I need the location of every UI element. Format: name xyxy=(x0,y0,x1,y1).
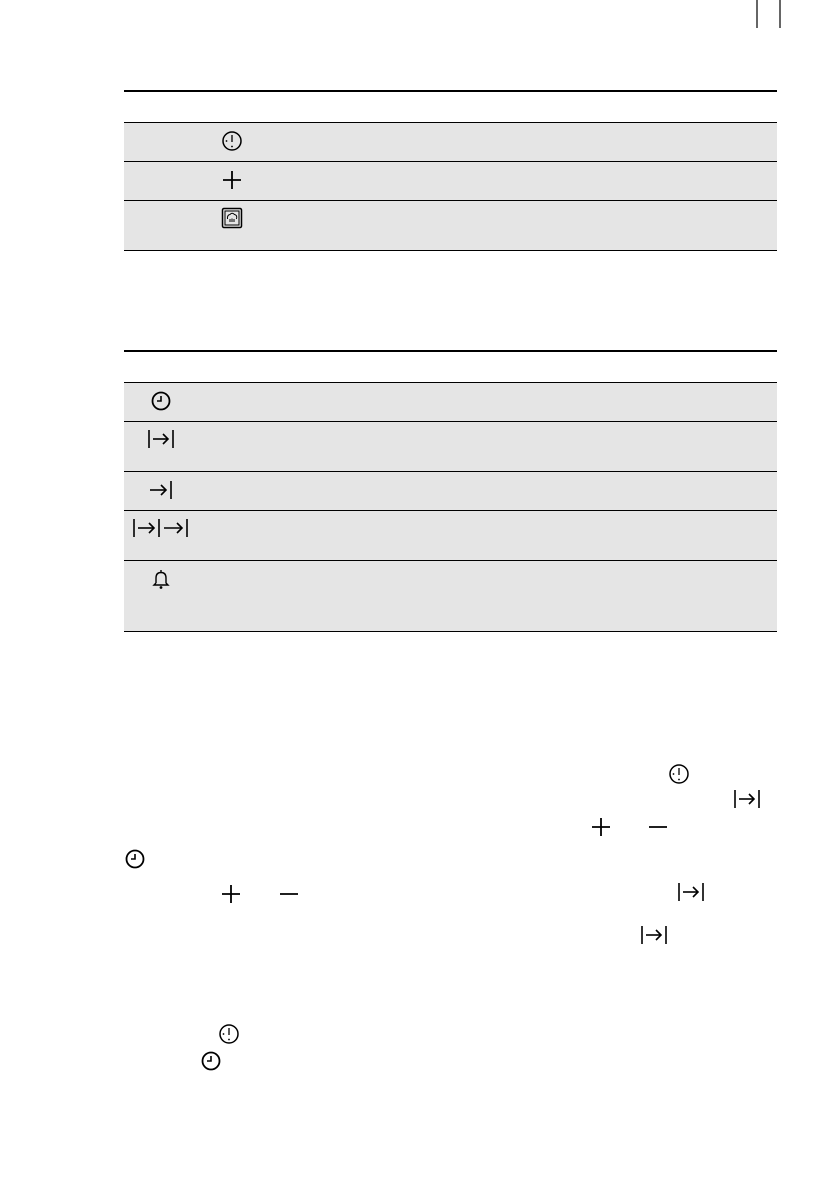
plus-icon xyxy=(220,883,242,905)
on-off-icon xyxy=(668,763,690,785)
table-row xyxy=(124,471,777,510)
minus-icon xyxy=(647,816,669,838)
table-row xyxy=(124,382,777,421)
table-row xyxy=(124,122,777,161)
duration-icon xyxy=(640,924,668,946)
table-header xyxy=(124,350,777,383)
time-delay-icon xyxy=(132,517,190,539)
clock-functions-table xyxy=(124,350,777,632)
table-row xyxy=(124,510,777,560)
table-header xyxy=(124,90,777,123)
control-panel-table xyxy=(124,90,777,250)
on-off-icon xyxy=(218,1023,240,1045)
minute-minder-bell-icon xyxy=(151,568,171,590)
table-row xyxy=(124,200,777,251)
plus-icon xyxy=(590,816,612,838)
duration-icon xyxy=(677,881,705,903)
minus-icon xyxy=(278,883,300,905)
time-of-day-icon xyxy=(150,390,172,412)
plus-icon xyxy=(221,169,243,191)
table-row xyxy=(124,560,777,632)
end-icon xyxy=(148,479,174,501)
duration-icon xyxy=(733,788,761,810)
cut-marks xyxy=(0,0,839,40)
time-of-day-icon xyxy=(124,848,146,870)
on-off-icon xyxy=(221,130,243,152)
table-row xyxy=(124,421,777,471)
time-of-day-icon xyxy=(200,1050,222,1072)
duration-icon xyxy=(147,428,175,450)
steam-icon xyxy=(221,207,243,229)
table-row xyxy=(124,161,777,200)
